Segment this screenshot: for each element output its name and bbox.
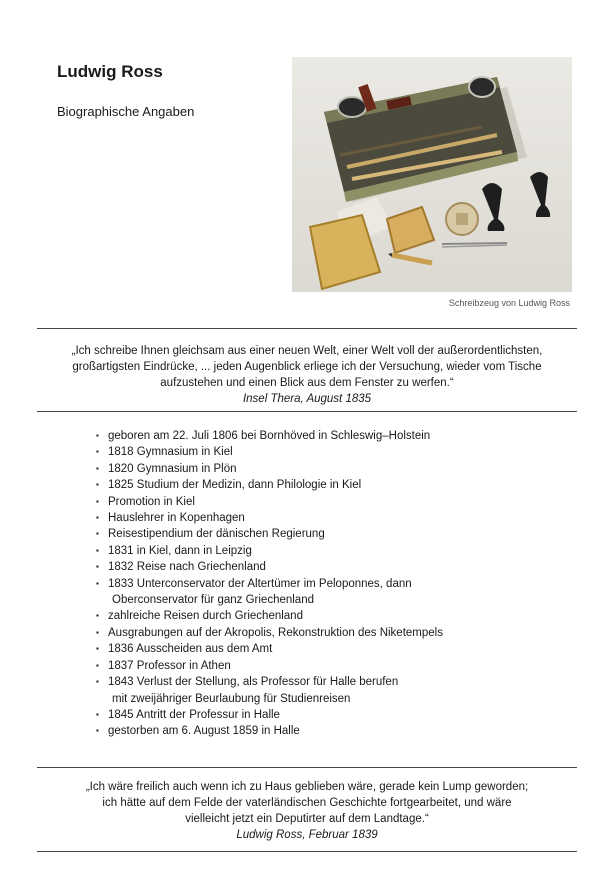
bio-item-text: gestorben am 6. August 1859 in Halle [108, 725, 300, 738]
quote-bottom-line: vielleicht jetzt ein Deputirter auf dem Landtage.“ [185, 813, 429, 825]
quote-bottom-source: Ludwig Ross, Februar 1839 [236, 829, 378, 841]
page-title: Ludwig Ross [57, 62, 163, 81]
bio-item-continuation: mit zweijähriger Beurlaubung für Studienreisen [112, 692, 351, 705]
quote-top [37, 343, 577, 407]
bio-item-text: 1845 Antritt der Professur in Halle [108, 708, 280, 721]
photo-caption: Schreibzeug von Ludwig Ross [448, 298, 570, 308]
bio-item-text: 1820 Gymnasium in Plön [108, 462, 237, 475]
list-item [96, 576, 566, 609]
bio-item-continuation: Oberconservator für ganz Griechenland [112, 594, 314, 607]
bio-item-text: Promotion in Kiel [108, 495, 195, 508]
bio-item-text: Ausgrabungen auf der Akropolis, Rekonstruktion des Niketempels [108, 626, 443, 639]
list-item [96, 526, 566, 542]
quote-top-line: großartigsten Eindrücke, ... jeden Augenblick erliege ich der Versuchung, wieder vom Tische [72, 361, 542, 373]
bio-item-text: 1832 Reise nach Griechenland [108, 561, 266, 574]
list-item [96, 461, 566, 477]
quote-bottom-line: ich hätte auf dem Felde der vaterländischen Geschichte fortgearbeitet, und wäre [102, 797, 512, 809]
bio-item-text: Hauslehrer in Kopenhagen [108, 512, 245, 525]
list-item [96, 559, 566, 575]
quote-top-line: aufzustehen und einen Blick aus dem Fenster zu werfen.“ [160, 377, 454, 389]
quote-bottom-line: „Ich wäre freilich auch wenn ich zu Haus geblieben wäre, gerade kein Lump geworden; [85, 781, 529, 793]
biography-list [96, 428, 566, 740]
bio-item-text: 1836 Ausscheiden aus dem Amt [108, 643, 273, 656]
quote-top-line: „Ich schreibe Ihnen gleichsam aus einer neuen Welt, einer Welt voll der außerordentlichsten, [71, 345, 543, 357]
list-item [96, 674, 566, 707]
list-item [96, 723, 566, 739]
quote-bottom [37, 779, 577, 843]
divider-lower [37, 767, 577, 768]
list-item [96, 477, 566, 493]
list-item [96, 428, 566, 444]
list-item [96, 641, 566, 657]
bio-item-text: geboren am 22. Juli 1806 bei Bornhöved in Schleswig–Holstein [108, 430, 431, 442]
list-item [96, 608, 566, 624]
bio-item-text: Reisestipendium der dänischen Regierung [108, 528, 325, 541]
bio-item-text: zahlreiche Reisen durch Griechenland [108, 610, 303, 623]
bio-item-text: 1843 Verlust der Stellung, als Professor für Halle berufen [108, 676, 399, 689]
bio-item-text: 1833 Unterconservator der Altertümer im Peloponnes, dann [108, 577, 412, 590]
writing-set-illustration [292, 57, 572, 292]
bio-item-text: 1831 in Kiel, dann in Leipzig [108, 544, 252, 557]
writing-set-photo [292, 57, 572, 292]
bio-item-text: 1825 Studium der Medizin, dann Philologie in Kiel [108, 479, 362, 492]
list-item [96, 444, 566, 460]
list-item [96, 494, 566, 510]
list-item [96, 625, 566, 641]
bio-item-text: 1837 Professor in Athen [108, 659, 231, 672]
quote-top-source: Insel Thera, August 1835 [242, 393, 372, 405]
bio-item-text: 1818 Gymnasium in Kiel [108, 446, 233, 459]
list-item [96, 707, 566, 723]
page-subtitle: Biographische Angaben [57, 104, 195, 119]
divider-top [37, 328, 577, 329]
list-item [96, 510, 566, 526]
divider-bottom [37, 851, 577, 852]
list-item [96, 658, 566, 674]
list-item [96, 543, 566, 559]
divider-middle [37, 411, 577, 412]
